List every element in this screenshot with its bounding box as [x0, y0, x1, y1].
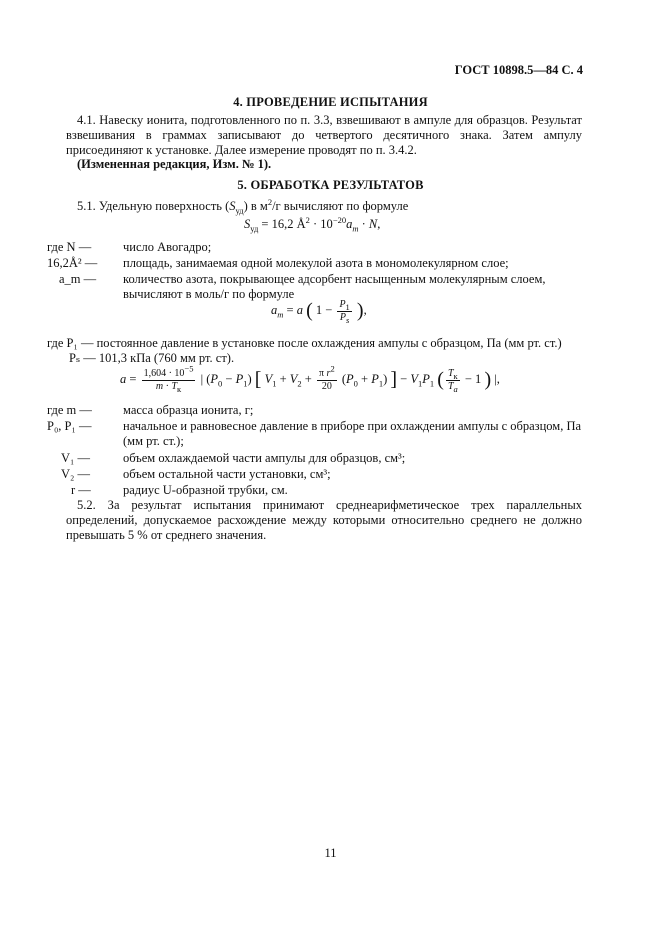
formula-a: a = $\frac{1,604 \cdot 10^{-5}}{m \cdot T_к}$ | $(P_0 - P_1)$ [ $V_1 + V_2$ + $\frac{\pi r^2}{20}$ $(P_0 + P_1)$ ] − $V_1P_1$ ( $\frac{T_к}{T_a}$ − 1 ) |,: [120, 363, 500, 394]
section-5-title: 5. ОБРАБОТКА РЕЗУЛЬТАТОВ: [237, 178, 424, 192]
section-4-title: 4. ПРОВЕДЕНИЕ ИСПЫТАНИЯ: [233, 95, 428, 109]
definition-row: где N — число Авогадро;: [47, 240, 212, 254]
paragraph-5-1: 5.1. Удельную поверхность $(S_{уд})$ в $м^2/г$ вычисляют по формуле: [77, 196, 409, 216]
formula-s-ud: $S_{уд} = 16,2$ $Å^2 \cdot 10^{-20}a_m \cdot N$,: [244, 214, 381, 234]
paragraph-4-1: [66, 113, 582, 172]
definition-row: V₂ — объем остальной части установки, см³;: [61, 467, 331, 481]
amendment-note: (Измененная редакция, Изм. № 1).: [77, 157, 272, 172]
page-number: 11: [324, 846, 337, 860]
ps-definition: Pₛ — 101,3 кПа (760 мм рт. ст).: [69, 350, 235, 365]
paragraph-5-2: [66, 498, 582, 542]
formula-a-m: $a_m = a$ ( 1 − $\frac{P_1}{P_s}$ ),: [271, 299, 367, 325]
definition-row: V₁ — объем охлаждаемой части ампулы для образцов, см³;: [61, 451, 406, 465]
definition-row: где m — масса образца ионита, г;: [47, 403, 254, 417]
pressure-definitions: [47, 336, 587, 366]
definition-row: r — радиус U-образной трубки, см.: [71, 483, 288, 497]
definition-row: P₀, P₁ — начальное и равновесное давление в приборе при охлаждении ампулы с образцом, Па (мм рт. ст.);: [47, 419, 582, 448]
definition-row: 16,2Å² — площадь, занимаемая одной молекулой азота в мономолекулярном слое;: [47, 256, 509, 270]
page-header: ГОСТ 10898.5—84 С. 4: [454, 63, 583, 77]
definition-row: a_m — количество азота, покрывающее адсорбент насыщенным молекулярным слоем, вычисляют в моль/г по формуле: [59, 272, 546, 301]
paragraph-5-2-text: 5.2. За результат испытания принимают среднеарифметическое трех параллельных определений, допускаемое расхождение между которыми относительно среднего не должно превышать 5 % от среднего значения.: [66, 498, 582, 542]
p1-definition: где P₁ — постоянное давление в установке после охлаждения ампулы с образцом, Па (мм рт. ст.): [47, 336, 562, 350]
paragraph-4-1-text: 4.1. Навеску ионита, подготовленного по п. 3.3, взвешивают в ампуле для образцов. Результат взвешивания в граммах записывают до четвертого десятичного знака. Затем ампулу присоединяют к установке. Далее измерение проводят по п. 3.4.2.: [66, 113, 582, 157]
